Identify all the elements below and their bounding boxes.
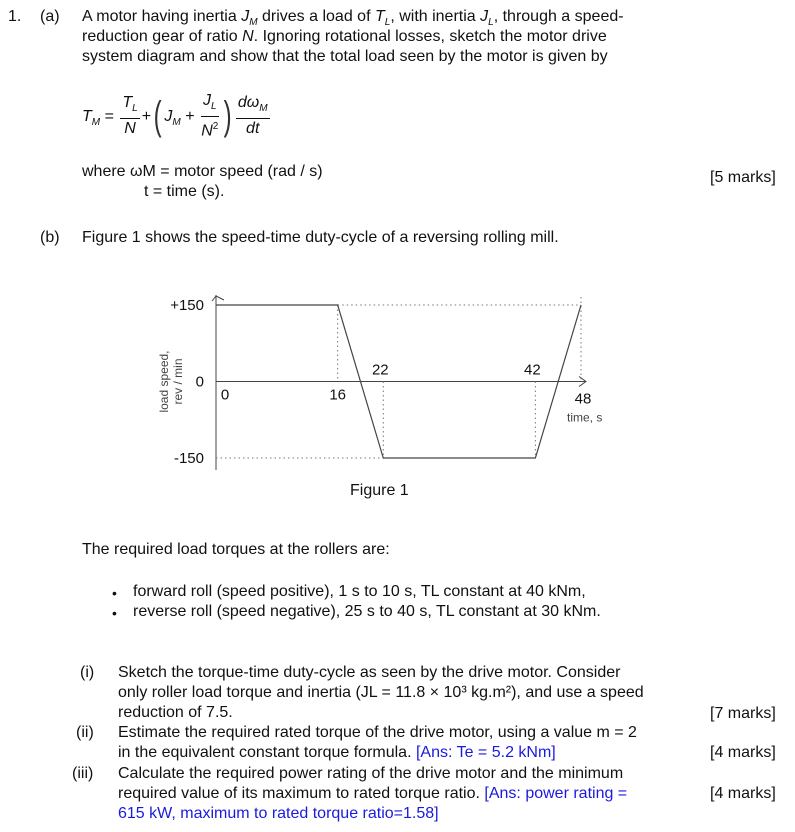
x-tick-label: 22 (371, 361, 389, 379)
eq-den: dt (246, 120, 260, 138)
sub-i-line: only roller load torque and inertia (JL = 11.8 × 10³ kg.m²), and use a speed (118, 684, 644, 701)
part-a-line-2: reduction gear of ratio N. Ignoring rotational losses, sketch the motor drive (82, 28, 607, 45)
eq-plus: + (185, 108, 195, 125)
sub-ii-line: Estimate the required rated torque of the drive motor, using a value m = 2 (118, 724, 637, 741)
y-tick-label: -150 (173, 450, 204, 467)
part-b-intro: Figure 1 shows the speed-time duty-cycle of a reversing rolling mill. (82, 229, 559, 246)
text: reduction gear of ratio (82, 28, 238, 45)
sub-i-line: reduction of 7.5. (118, 704, 233, 721)
text: with inertia (399, 8, 476, 25)
torques-intro: The required load torques at the rollers are: (82, 541, 390, 558)
sub-i-label: (i) (80, 664, 95, 681)
eq-paren-open: ( (153, 94, 162, 139)
eq-jm: J (164, 108, 173, 125)
part-a-line-3: system diagram and show that the total load seen by the motor is given by (82, 48, 608, 65)
bullet-forward-roll: forward roll (speed positive), 1 s to 10 s, TL constant at 40 kNm, (133, 583, 586, 600)
x-tick-label: 48 (574, 390, 592, 408)
eq-sup: 2 (212, 121, 219, 133)
sub-iii-marks: [4 marks] (710, 785, 776, 802)
text: through a speed- (502, 8, 624, 25)
part-a-line-1: A motor having inertia $J_M$ drives a load of $T_L$, with inertia $J_L$, through a speed- (82, 8, 624, 29)
eq-sub: M (259, 103, 268, 115)
part-b-label: (b) (40, 229, 60, 246)
eq-num: T (122, 94, 133, 112)
text: drives a load of (262, 8, 371, 25)
text: in the equivalent constant torque formula. (118, 744, 412, 761)
eq-num: J (202, 92, 211, 109)
sub-iii-line: Calculate the required power rating of the drive motor and the minimum (118, 765, 624, 782)
sub-i-line: Sketch the torque-time duty-cycle as seen by the drive motor. Consider (118, 664, 621, 681)
x-axis-label: time, s (567, 410, 603, 425)
answer-iii-cont: 615 kW, maximum to rated torque ratio=1.58] (118, 805, 439, 822)
where-line-2: t = time (s). (144, 183, 225, 200)
y-axis-label-line2: rev / min (171, 358, 185, 405)
eq-equals: = (104, 108, 114, 125)
answer-ii: [Ans: Te = 5.2 kNm] (415, 744, 556, 761)
y-axis-arrow (212, 296, 224, 301)
eq-den: N (124, 120, 136, 138)
question-number: 1. (8, 8, 22, 25)
bullet-icon: • (112, 585, 117, 601)
bullet-reverse-roll: reverse roll (speed negative), 25 s to 40 s, TL constant at 30 kNm. (133, 603, 601, 620)
sub-iii-line-2 (118, 784, 627, 804)
sub-iii-label: (iii) (72, 765, 94, 782)
text: required value of its maximum to rated torque ratio. (118, 785, 480, 802)
x-tick-label: 42 (524, 361, 541, 379)
sub-ii-line-2 (118, 743, 556, 763)
eq-paren-close: ) (223, 94, 232, 139)
answer-iii: [Ans: power rating = (484, 785, 628, 802)
y-axis-label-line1: load speed, (157, 350, 171, 413)
part-a-label: (a) (40, 8, 60, 25)
sub-ii-label: (ii) (76, 724, 94, 741)
eq-sub: L (132, 103, 138, 115)
eq-plus: + (141, 108, 152, 125)
eq-den: N (201, 122, 213, 140)
eq-tm: T (82, 108, 92, 125)
x-tick-label: 0 (220, 386, 230, 404)
eq-num: dω (237, 94, 260, 112)
where-line: where ωM = motor speed (rad / s) (82, 163, 323, 180)
x-tick-label: 16 (329, 386, 347, 404)
figure-caption: Figure 1 (350, 482, 409, 499)
part-a-marks: [5 marks] (710, 169, 776, 186)
sub-i-marks: [7 marks] (710, 705, 776, 722)
y-tick-label: 0 (195, 373, 204, 391)
y-tick-label: +150 (170, 297, 204, 314)
eq-sub: M (91, 117, 101, 129)
eq-sub: L (210, 101, 217, 113)
sub-ii-marks: [4 marks] (710, 744, 776, 761)
eq-sub: M (172, 117, 181, 129)
text: A motor having inertia (82, 8, 237, 25)
text: Ignoring rotational losses, sketch the motor drive (262, 28, 607, 45)
bullet-icon: • (112, 605, 117, 621)
